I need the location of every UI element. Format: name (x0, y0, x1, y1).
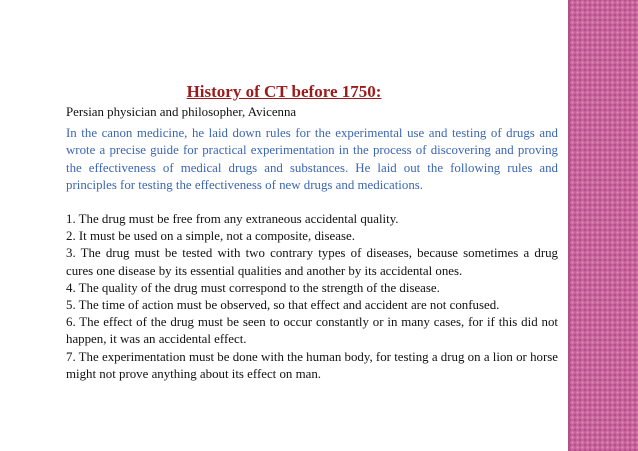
slide-content (66, 104, 558, 383)
intro-paragraph: In the canon medicine, he laid down rules for the experimental use and testing of drugs and wrote a precise guide for practical experimentation in the process of discovering and proving the effectiveness of medical drugs and substances. He laid out the following rules and principles for testing the effectiveness of new drugs and medications. (66, 126, 558, 192)
subtitle: Persian physician and philosopher, Avicenna (66, 105, 297, 119)
rule-item: 2. It must be used on a simple, not a composite, disease. (66, 229, 355, 244)
rules-list (66, 211, 558, 383)
rule-item: 6. The effect of the drug must be seen to occur constantly or in many cases, for if this did not happen, it was an accidental effect. (66, 315, 558, 347)
slide-title: History of CT before 1750: (186, 82, 382, 101)
rule-item: 7. The experimentation must be done with the human body, for testing a drug on a lion or horse might not prove anything about its effect on man. (66, 349, 558, 381)
rule-item: 3. The drug must be tested with two contrary types of diseases, because sometimes a drug cures one disease by its essential qualities and another by its accidental ones. (66, 246, 558, 278)
rule-item: 4. The quality of the drug must correspond to the strength of the disease. (66, 280, 440, 295)
rule-item: 5. The time of action must be observed, so that effect and accident are not confused. (66, 298, 500, 313)
decorative-sidebar (568, 0, 638, 451)
rule-item: 1. The drug must be free from any extraneous accidental quality. (66, 212, 399, 227)
